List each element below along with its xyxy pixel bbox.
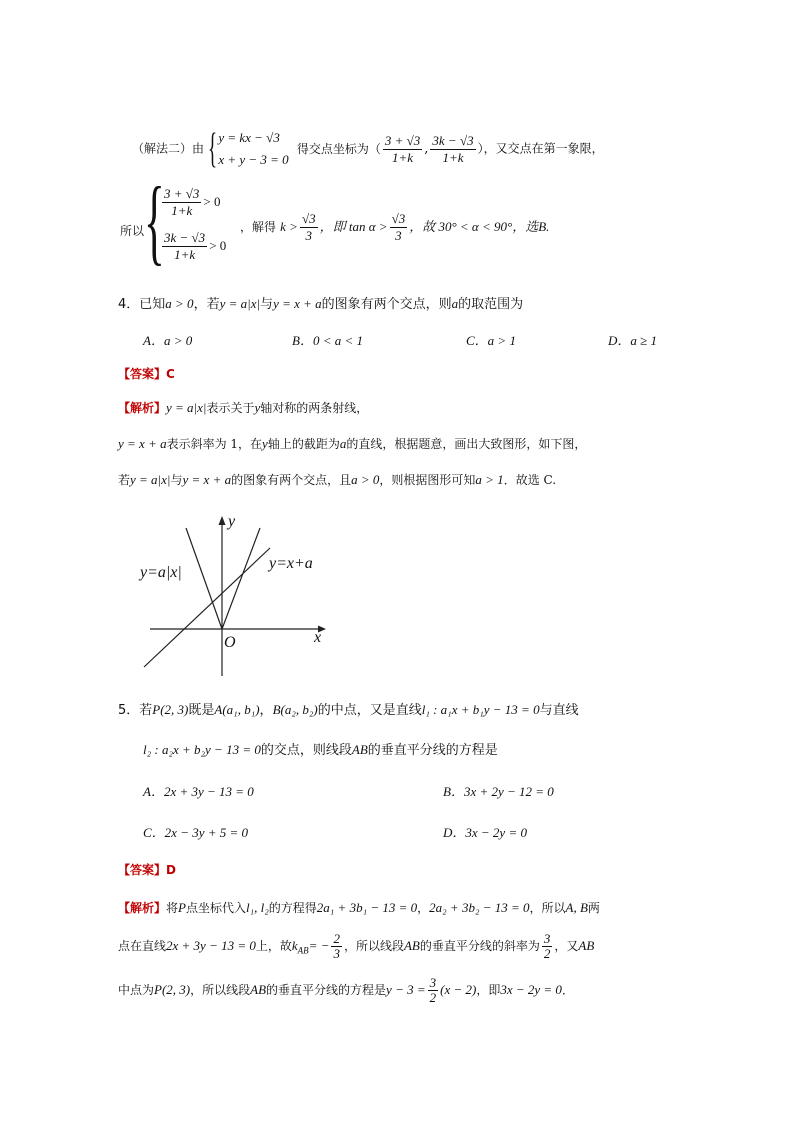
q4-explanation-line-3: 若y = a|x|与y = x + a的图象有两个交点，且a > 0，则根据图形可知a > 1．故选 C. [118, 472, 557, 487]
abs-ray-right [222, 528, 260, 629]
q4-explanation-line-2: y = x + a表示斜率为 1，在y轴上的截距为a的直线，根据题意，画出大致图形，如下图， [118, 436, 587, 451]
q5-option-a: A．2x + 3y − 13 = 0 [143, 784, 254, 799]
system-eq-1: y = kx − √3 [218, 130, 280, 145]
q5-explanation-line-2: 点在直线2x + 3y − 13 = 0上，故$k_{AB}=$ − $\frac{2}{3}$ ，所以线段AB的垂直平分线的斜率为 $\frac{3}{2}$ ，又AB [118, 931, 595, 961]
q5-explanation-line-1: 【解析】将P点坐标代入l₁, l₂的方程得2a₁ + 3b₁ − 13 = 0，2a₂ + 3b₂ − 13 = 0，所以A, B两 [118, 900, 600, 915]
fraction-1: $\frac{3 + √3}{1+k}$ [384, 132, 421, 165]
q5-stem-line-1: 5．若P(2, 3)既是A(a₁, b₁)，B(a₂, b₂)的中点，又是直线l₁ : a₁x + b₁y − 13 = 0与直线 [118, 702, 579, 718]
label-y: y [228, 513, 236, 530]
q5-explanation-line-3: 中点为P(2, 3)，所以线段AB的垂直平分线的方程是y − 3 = $\frac{3}{2}$ (x − 2)，即3x − 2y = 0． [118, 975, 574, 1005]
label-abs: y=a|x| [140, 564, 182, 581]
q5-answer: 【答案】D [118, 863, 176, 877]
left-brace-icon-2: { [144, 167, 165, 274]
condition-1: $\frac{3 + √3}{1+k}$ > 0 [164, 186, 221, 218]
solution-part: ，解得 k > $\frac{√3}{3}$ ，即 tan α > $\frac{√3}{3}$ ，故 30° < α < 90°，选B. [240, 211, 550, 243]
condition-2: $\frac{3k - √3}{1+k}$ > 0 [164, 230, 227, 262]
system-eq-2: x + y − 3 = 0 [218, 152, 289, 167]
equation-system [218, 127, 288, 171]
label-origin: O [224, 634, 236, 651]
method2-label: （解法二）由 [132, 141, 205, 156]
q4-graph [138, 508, 338, 678]
q5-stem-line-2: l₂ : a₂x + b₂y − 13 = 0的交点，则线段AB的垂直平分线的方程是 [143, 742, 498, 758]
q4-option-b: B．0 < a < 1 [292, 333, 363, 348]
q5-option-d: D．3x − 2y = 0 [443, 825, 527, 840]
q4-option-d: D．a ≥ 1 [608, 333, 658, 348]
q5-option-c: C．2x − 3y + 5 = 0 [143, 825, 249, 840]
method2-tail: ），又交点在第一象限， [477, 141, 604, 156]
so-label: 所以 [120, 224, 145, 238]
q4-stem: 4．已知a > 0，若y = a|x|与y = x + a的图象有两个交点，则a的取范围为 [118, 296, 524, 312]
method2-mid: 得交点坐标为（ [296, 141, 381, 156]
q5-option-b: B．3x + 2y − 12 = 0 [443, 784, 554, 799]
method2-line: （解法二）由 { y = kx − √3 x + y − 3 = 0 得交点坐标为（ $\frac{3 + √3}{1+k}$ , $\frac{3k - √3}{1+k}$ ），又交点在第一象限， [132, 126, 604, 172]
q4-answer: 【答案】C [118, 367, 175, 381]
abs-ray-left [186, 528, 222, 629]
left-brace-icon: { [208, 126, 218, 172]
label-x: x [314, 629, 322, 646]
label-line: y=x+a [269, 555, 313, 572]
y-axis-arrow-icon [219, 516, 226, 525]
fraction-2: $\frac{3k - √3}{1+k}$ [432, 132, 474, 165]
q4-explanation-line-1: 【解析】y = a|x|表示关于y轴对称的两条射线， [118, 400, 369, 415]
q4-option-a: A．a > 0 [143, 333, 193, 348]
q4-option-c: C．a > 1 [466, 333, 516, 348]
